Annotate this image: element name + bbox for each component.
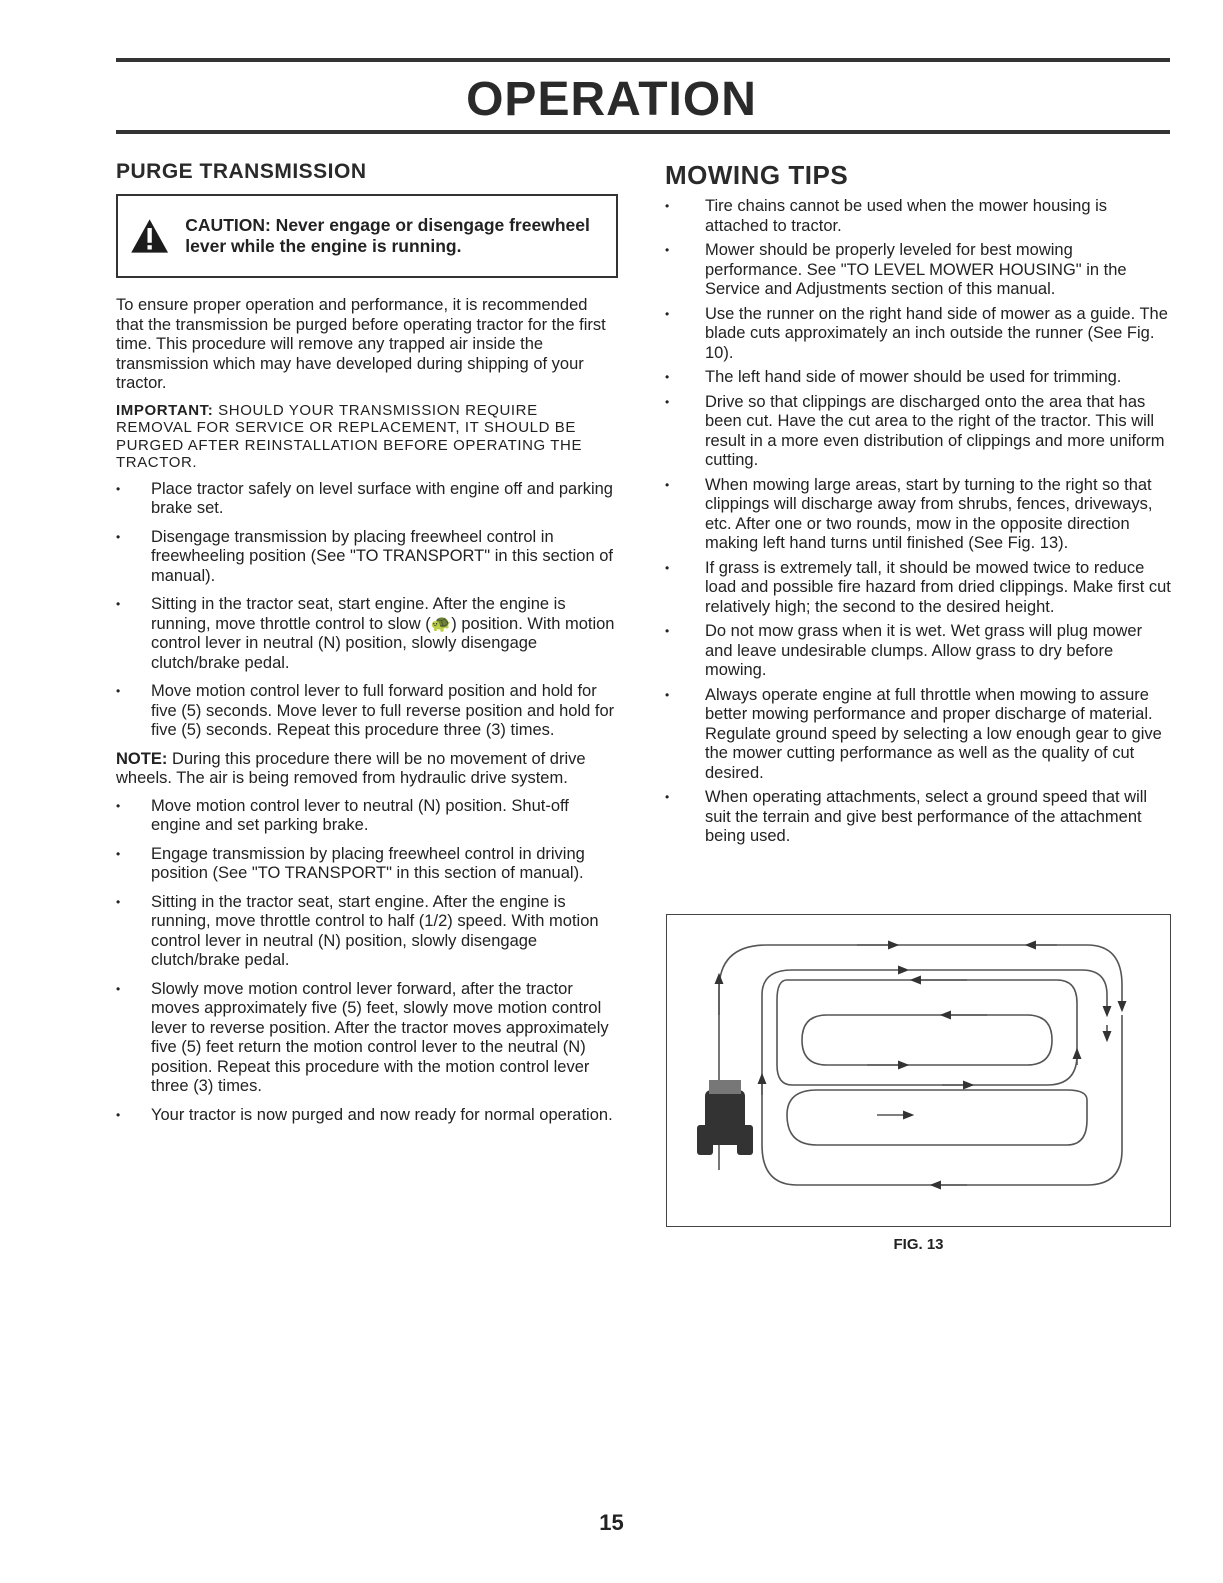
mowing-tips-section (665, 160, 1171, 855)
mowing-tips-list (665, 197, 1171, 847)
list-item: • Move motion control lever to neutral (N) position. Shut-off engine and set parking brake. (116, 796, 569, 834)
note-text: During this procedure there will be no movement of drive wheels. The air is being removed from hydraulic drive system. (116, 749, 586, 787)
note-paragraph (116, 750, 618, 789)
mowing-pattern-figure (666, 914, 1171, 1227)
list-item: • Place tractor safely on level surface with engine off and parking brake set. (116, 479, 613, 517)
list-item-text: Tire chains cannot be used when the mower housing is attached to tractor. (705, 197, 1108, 235)
page-number: 15 (599, 1510, 624, 1535)
top-rule (116, 58, 1170, 62)
purge-transmission-section (116, 160, 618, 1134)
list-item-text: Use the runner on the right hand side of mower as a guide. The blade cuts approximately an inch outside the runner (See Fig. 10). (705, 304, 1168, 362)
section-heading-purge: PURGE TRANSMISSION (116, 160, 367, 183)
list-item-text: Disengage transmission by placing freewheel control in freewheeling position (See "TO TRANSPORT" in this section of manual). (151, 527, 614, 585)
list-item: • Disengage transmission by placing freewheel control in freewheeling position (See "TO TRANSPORT" in this section of manual). (116, 527, 614, 585)
important-text: SHOULD YOUR TRANSMISSION REQUIRE REMOVAL FOR SERVICE OR REPLACEMENT, IT SHOULD BE PURGED AFTER REINSTALLATION BEFORE OPERATING THE TRACTOR. (116, 401, 583, 471)
list-item: • Always operate engine at full throttle when mowing to assure better mowing performance and proper discharge of material. Regulate ground speed by selecting a low enough gear to give the mower cutting performance as well as the quality of cut desired. (665, 685, 1162, 782)
purge-steps-list-b (116, 797, 618, 1126)
purge-steps-list-a (116, 480, 618, 741)
tractor-icon (697, 1080, 753, 1155)
list-item-text: Place tractor safely on level surface with engine off and parking brake set. (151, 479, 613, 517)
note-label: NOTE: (116, 749, 168, 768)
list-item-text: Do not mow grass when it is wet. Wet grass will plug mower and leave undesirable clumps. Allow grass to dry before mowing. (705, 622, 1143, 679)
title-underline-rule (116, 130, 1170, 134)
list-item-text: Engage transmission by placing freewheel control in driving position (See "TO TRANSPORT" in this section of manual). (151, 844, 585, 882)
list-item: • Mower should be properly leveled for best mowing performance. See "TO LEVEL MOWER HOUSING" in the Service and Adjustments section of this manual. (665, 241, 1127, 298)
list-item: • If grass is extremely tall, it should be mowed twice to reduce load and possible fire hazard from dried clippings. Make first cut relatively high; the second to the desired height. (665, 558, 1171, 616)
list-item-text: The left hand side of mower should be used for trimming. (705, 368, 1122, 386)
list-item-text: Always operate engine at full throttle when mowing to assure better mowing performance and proper discharge of material. Regulate ground speed by selecting a low enough gear to give the mower cutting performance as well as the quality of cut desired. (705, 685, 1162, 782)
section-heading-mowing: MOWING TIPS (665, 160, 849, 190)
list-item: • Sitting in the tractor seat, start engine. After the engine is running, move throttle control to slow (🐢) position. With motion control lever in neutral (N) position, slowly disengage clutch/brake pedal. (116, 595, 615, 672)
list-item: • Sitting in the tractor seat, start engine. After the engine is running, move throttle control to half (1/2) speed. With motion control lever in neutral (N) position, slowly disengage clutch/brake pedal. (116, 892, 599, 969)
list-item-text: When operating attachments, select a ground speed that will suit the terrain and give best performance of the attachment being used. (705, 788, 1148, 845)
list-item-text: Your tractor is now purged and now ready for normal operation. (151, 1105, 613, 1124)
caution-text: CAUTION: Never engage or disengage freewheel lever while the engine is running. (185, 215, 590, 256)
list-item-text: Sitting in the tractor seat, start engine. After the engine is running, move throttle control to slow (🐢) position. With motion control lever in neutral (N) position, slowly disengage clutch/brake pedal. (151, 595, 615, 672)
intro-paragraph: To ensure proper operation and performance, it is recommended that the transmission be purged before operating tractor for the first time. This procedure will remove any trapped air inside the transmission which may have developed during shipping of your tractor. (116, 296, 606, 392)
caution-box (116, 194, 618, 278)
list-item: • Your tractor is now purged and now ready for normal operation. (116, 1105, 613, 1124)
list-item-text: If grass is extremely tall, it should be mowed twice to reduce load and possible fire hazard from dried clippings. Make first cut relatively high; the second to the desired height. (705, 558, 1171, 616)
list-item-text: Move motion control lever to full forward position and hold for five (5) seconds. Move lever to full reverse position and hold for five (5) seconds. Repeat this procedure three (3) times. (151, 682, 615, 739)
important-paragraph (116, 402, 618, 472)
list-item: • When mowing large areas, start by turning to the right so that clippings will discharge away from shrubs, fences, driveways, etc. After one or two rounds, mow in the opposite direction making left hand turns until finished (See Fig. 13). (665, 475, 1153, 552)
important-label: IMPORTANT: (116, 401, 214, 419)
list-item: • Use the runner on the right hand side of mower as a guide. The blade cuts approximately an inch outside the runner (See Fig. 10). (665, 304, 1168, 362)
list-item: • Drive so that clippings are discharged onto the area that has been cut. Have the cut area to the right of the tractor. This will result in a more even distribution of clippings and more uniform cutting. (665, 392, 1165, 469)
list-item: • Engage transmission by placing freewheel control in driving position (See "TO TRANSPORT" in this section of manual). (116, 844, 585, 882)
list-item-text: Move motion control lever to neutral (N) position. Shut-off engine and set parking brake. (151, 796, 569, 834)
list-item-text: Sitting in the tractor seat, start engine. After the engine is running, move throttle control to half (1/2) speed. With motion control lever in neutral (N) position, slowly disengage clutch/brake pedal. (151, 892, 599, 969)
warning-triangle-icon (130, 207, 169, 265)
list-item: • Tire chains cannot be used when the mower housing is attached to tractor. (665, 197, 1108, 235)
figure-caption: FIG. 13 (893, 1236, 944, 1253)
list-item: • Move motion control lever to full forward position and hold for five (5) seconds. Move lever to full reverse position and hold for five (5) seconds. Repeat this procedure three (3) times. (116, 682, 615, 739)
list-item: • Slowly move motion control lever forward, after the tractor moves approximately five (5) feet, slowly move motion control lever to reverse position. After the tractor moves approximately five (5) feet return the motion control lever to the neutral (N) position. Repeat this procedure with the motion control lever three (3) times. (116, 979, 609, 1095)
list-item-text: When mowing large areas, start by turning to the right so that clippings will discharge away from shrubs, fences, driveways, etc. After one or two rounds, mow in the opposite direction making left hand turns until finished (See Fig. 13). (705, 475, 1153, 552)
list-item-text: Mower should be properly leveled for best mowing performance. See "TO LEVEL MOWER HOUSING" in the Service and Adjustments section of this manual. (705, 241, 1127, 298)
page-title: OPERATION (466, 73, 757, 126)
list-item-text: Slowly move motion control lever forward, after the tractor moves approximately five (5) feet, slowly move motion control lever to reverse position. After the tractor moves approximately five (5) feet return the motion control lever to the neutral (N) position. Repeat this procedure with the motion control lever three (3) times. (151, 979, 609, 1095)
list-item: • When operating attachments, select a ground speed that will suit the terrain and give best performance of the attachment being used. (665, 788, 1148, 845)
list-item-text: Drive so that clippings are discharged onto the area that has been cut. Have the cut area to the right of the tractor. This will result in a more even distribution of clippings and more uniform cutting. (705, 392, 1165, 469)
list-item: • The left hand side of mower should be used for trimming. (665, 368, 1122, 386)
list-item: • Do not mow grass when it is wet. Wet grass will plug mower and leave undesirable clumps. Allow grass to dry before mowing. (665, 622, 1143, 679)
mowing-pattern-diagram (667, 915, 1169, 1225)
